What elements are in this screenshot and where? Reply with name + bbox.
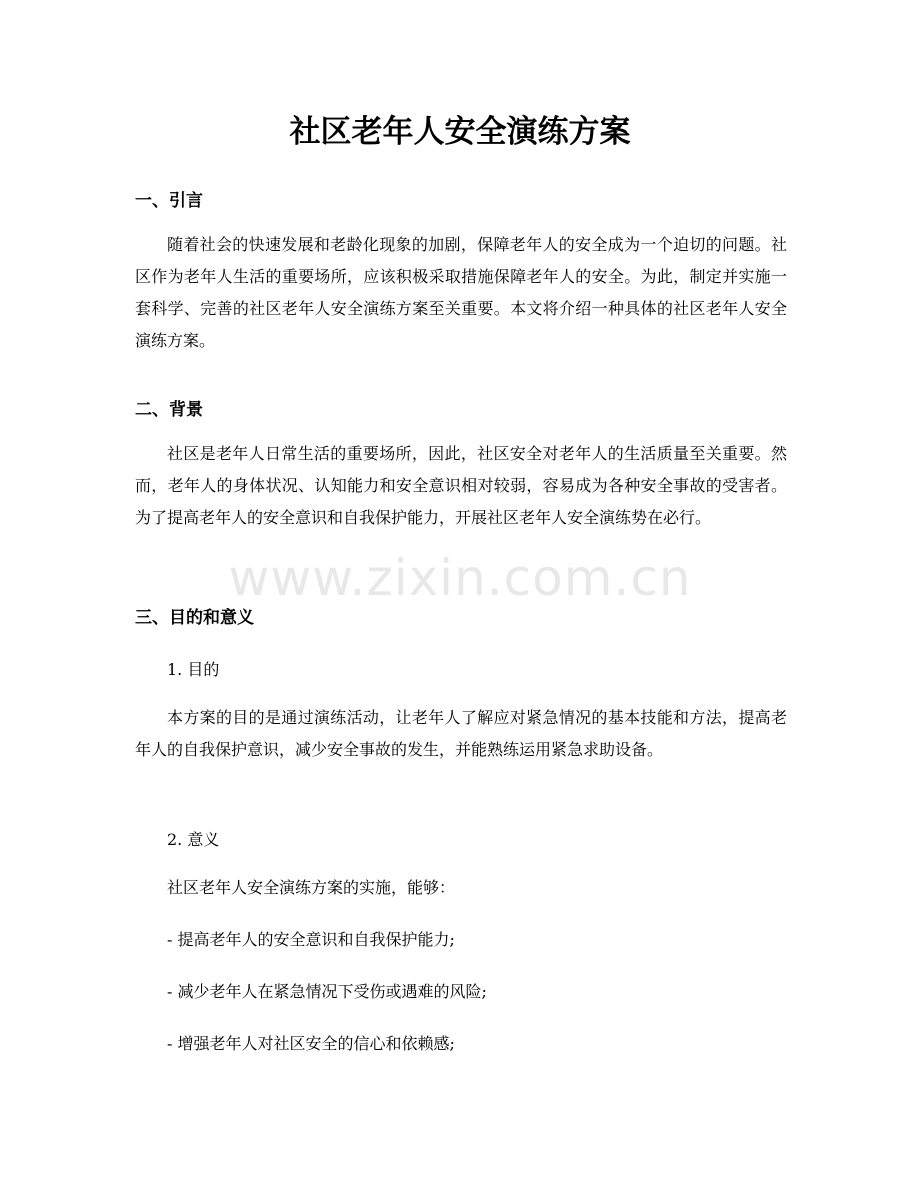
document-title: 社区老年人安全演练方案: [289, 114, 631, 150]
significance-intro: 社区老年人安全演练方案的实施，能够：: [167, 878, 456, 897]
section-heading-introduction: 一、引言: [135, 191, 203, 211]
background-paragraph: 社区是老年人日常生活的重要场所，因此，社区安全对老年人的生活质量至关重要。然而，老年人的身体状况、认知能力和安全意识相对较弱，容易成为各种安全事故的受害者。为了提高老年人的安全意识和自我保护能力，开展社区老年人安全演练势在必行。: [135, 444, 787, 527]
subheading-purpose: 1. 目的: [167, 660, 220, 679]
introduction-paragraph: 随着社会的快速发展和老龄化现象的加剧，保障老年人的安全成为一个迫切的问题。社区作为老年人生活的重要场所，应该积极采取措施保障老年人的安全。为此，制定并实施一套科学、完善的社区老年人安全演练方案至关重要。本文将介绍一种具体的社区老年人安全演练方案。: [135, 235, 787, 350]
watermark-text: www.zixin.com.cn: [228, 549, 692, 607]
section-heading-purpose: 三、目的和意义: [135, 608, 254, 628]
section-heading-background: 二、背景: [135, 400, 203, 420]
list-item: - 减少老年人在紧急情况下受伤或遇难的风险;: [167, 982, 487, 1001]
subheading-significance: 2. 意义: [167, 830, 220, 849]
list-item: - 增强老年人对社区安全的信心和依赖感;: [167, 1034, 455, 1053]
purpose-paragraph: 本方案的目的是通过演练活动，让老年人了解应对紧急情况的基本技能和方法，提高老年人的自我保护意识，减少安全事故的发生，并能熟练运用紧急求助设备。: [135, 708, 787, 759]
list-item: - 提高老年人的安全意识和自我保护能力;: [167, 930, 455, 949]
